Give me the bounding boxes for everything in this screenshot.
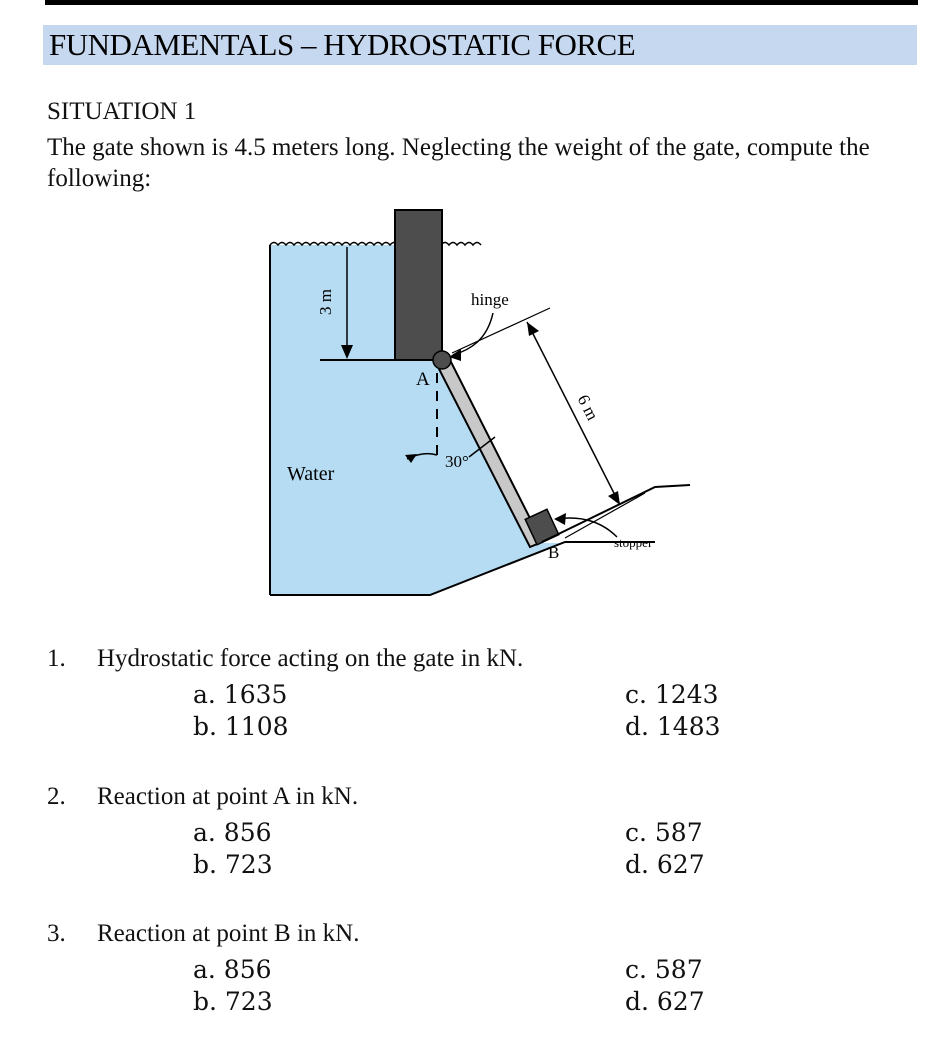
question-number: 3. (47, 920, 66, 947)
choice-a: a. 1635 (193, 680, 288, 709)
problem-statement: The gate shown is 4.5 meters long. Neglecting the weight of the gate, compute the following: (47, 134, 870, 192)
choice-d: d. 1483 (625, 712, 721, 741)
question-1 (47, 645, 523, 673)
water-surface (270, 243, 481, 246)
choice-a: a. 856 (193, 955, 272, 984)
top-rule (45, 0, 918, 5)
choice-c: c. 587 (625, 818, 703, 847)
choice-c: c. 587 (625, 955, 703, 984)
choice-b: b. 723 (193, 850, 273, 879)
length-arrow-bottom (608, 491, 620, 505)
hinge-leader (453, 313, 493, 355)
length-label: 6 m (573, 391, 603, 424)
depth-label: 3 m (316, 289, 335, 315)
question-number: 1. (47, 645, 66, 672)
dam-wall (395, 210, 442, 360)
choice-a: a. 856 (193, 818, 272, 847)
choice-d: d. 627 (625, 850, 705, 879)
choice-c: c. 1243 (625, 680, 719, 709)
question-text: Hydrostatic force acting on the gate in kN. (97, 645, 524, 672)
choice-b: b. 723 (193, 987, 273, 1016)
situation-label: SITUATION 1 (47, 98, 197, 125)
header-bar (43, 25, 917, 65)
question-2 (47, 783, 358, 811)
length-ext-bottom (565, 493, 645, 538)
question-text: Reaction at point A in kN. (97, 783, 359, 810)
point-a-label: A (416, 369, 430, 390)
question-number: 2. (47, 783, 66, 810)
water-label: Water (287, 463, 335, 485)
stopper-label: stopper (614, 535, 653, 550)
question-3 (47, 920, 359, 948)
choice-b: b. 1108 (193, 712, 289, 741)
gate-figure (265, 205, 695, 600)
hinge-label: hinge (471, 290, 509, 309)
angle-label: 30° (445, 452, 469, 471)
choice-d: d. 627 (625, 987, 705, 1016)
length-arrow-top (527, 322, 539, 336)
stopper-leader-arrow (554, 513, 566, 525)
point-b-label: B (548, 543, 560, 562)
page-title: FUNDAMENTALS – HYDROSTATIC FORCE (49, 27, 636, 62)
question-text: Reaction at point B in kN. (97, 920, 360, 947)
hinge-pin (433, 351, 451, 369)
length-dimension-line (527, 322, 620, 505)
